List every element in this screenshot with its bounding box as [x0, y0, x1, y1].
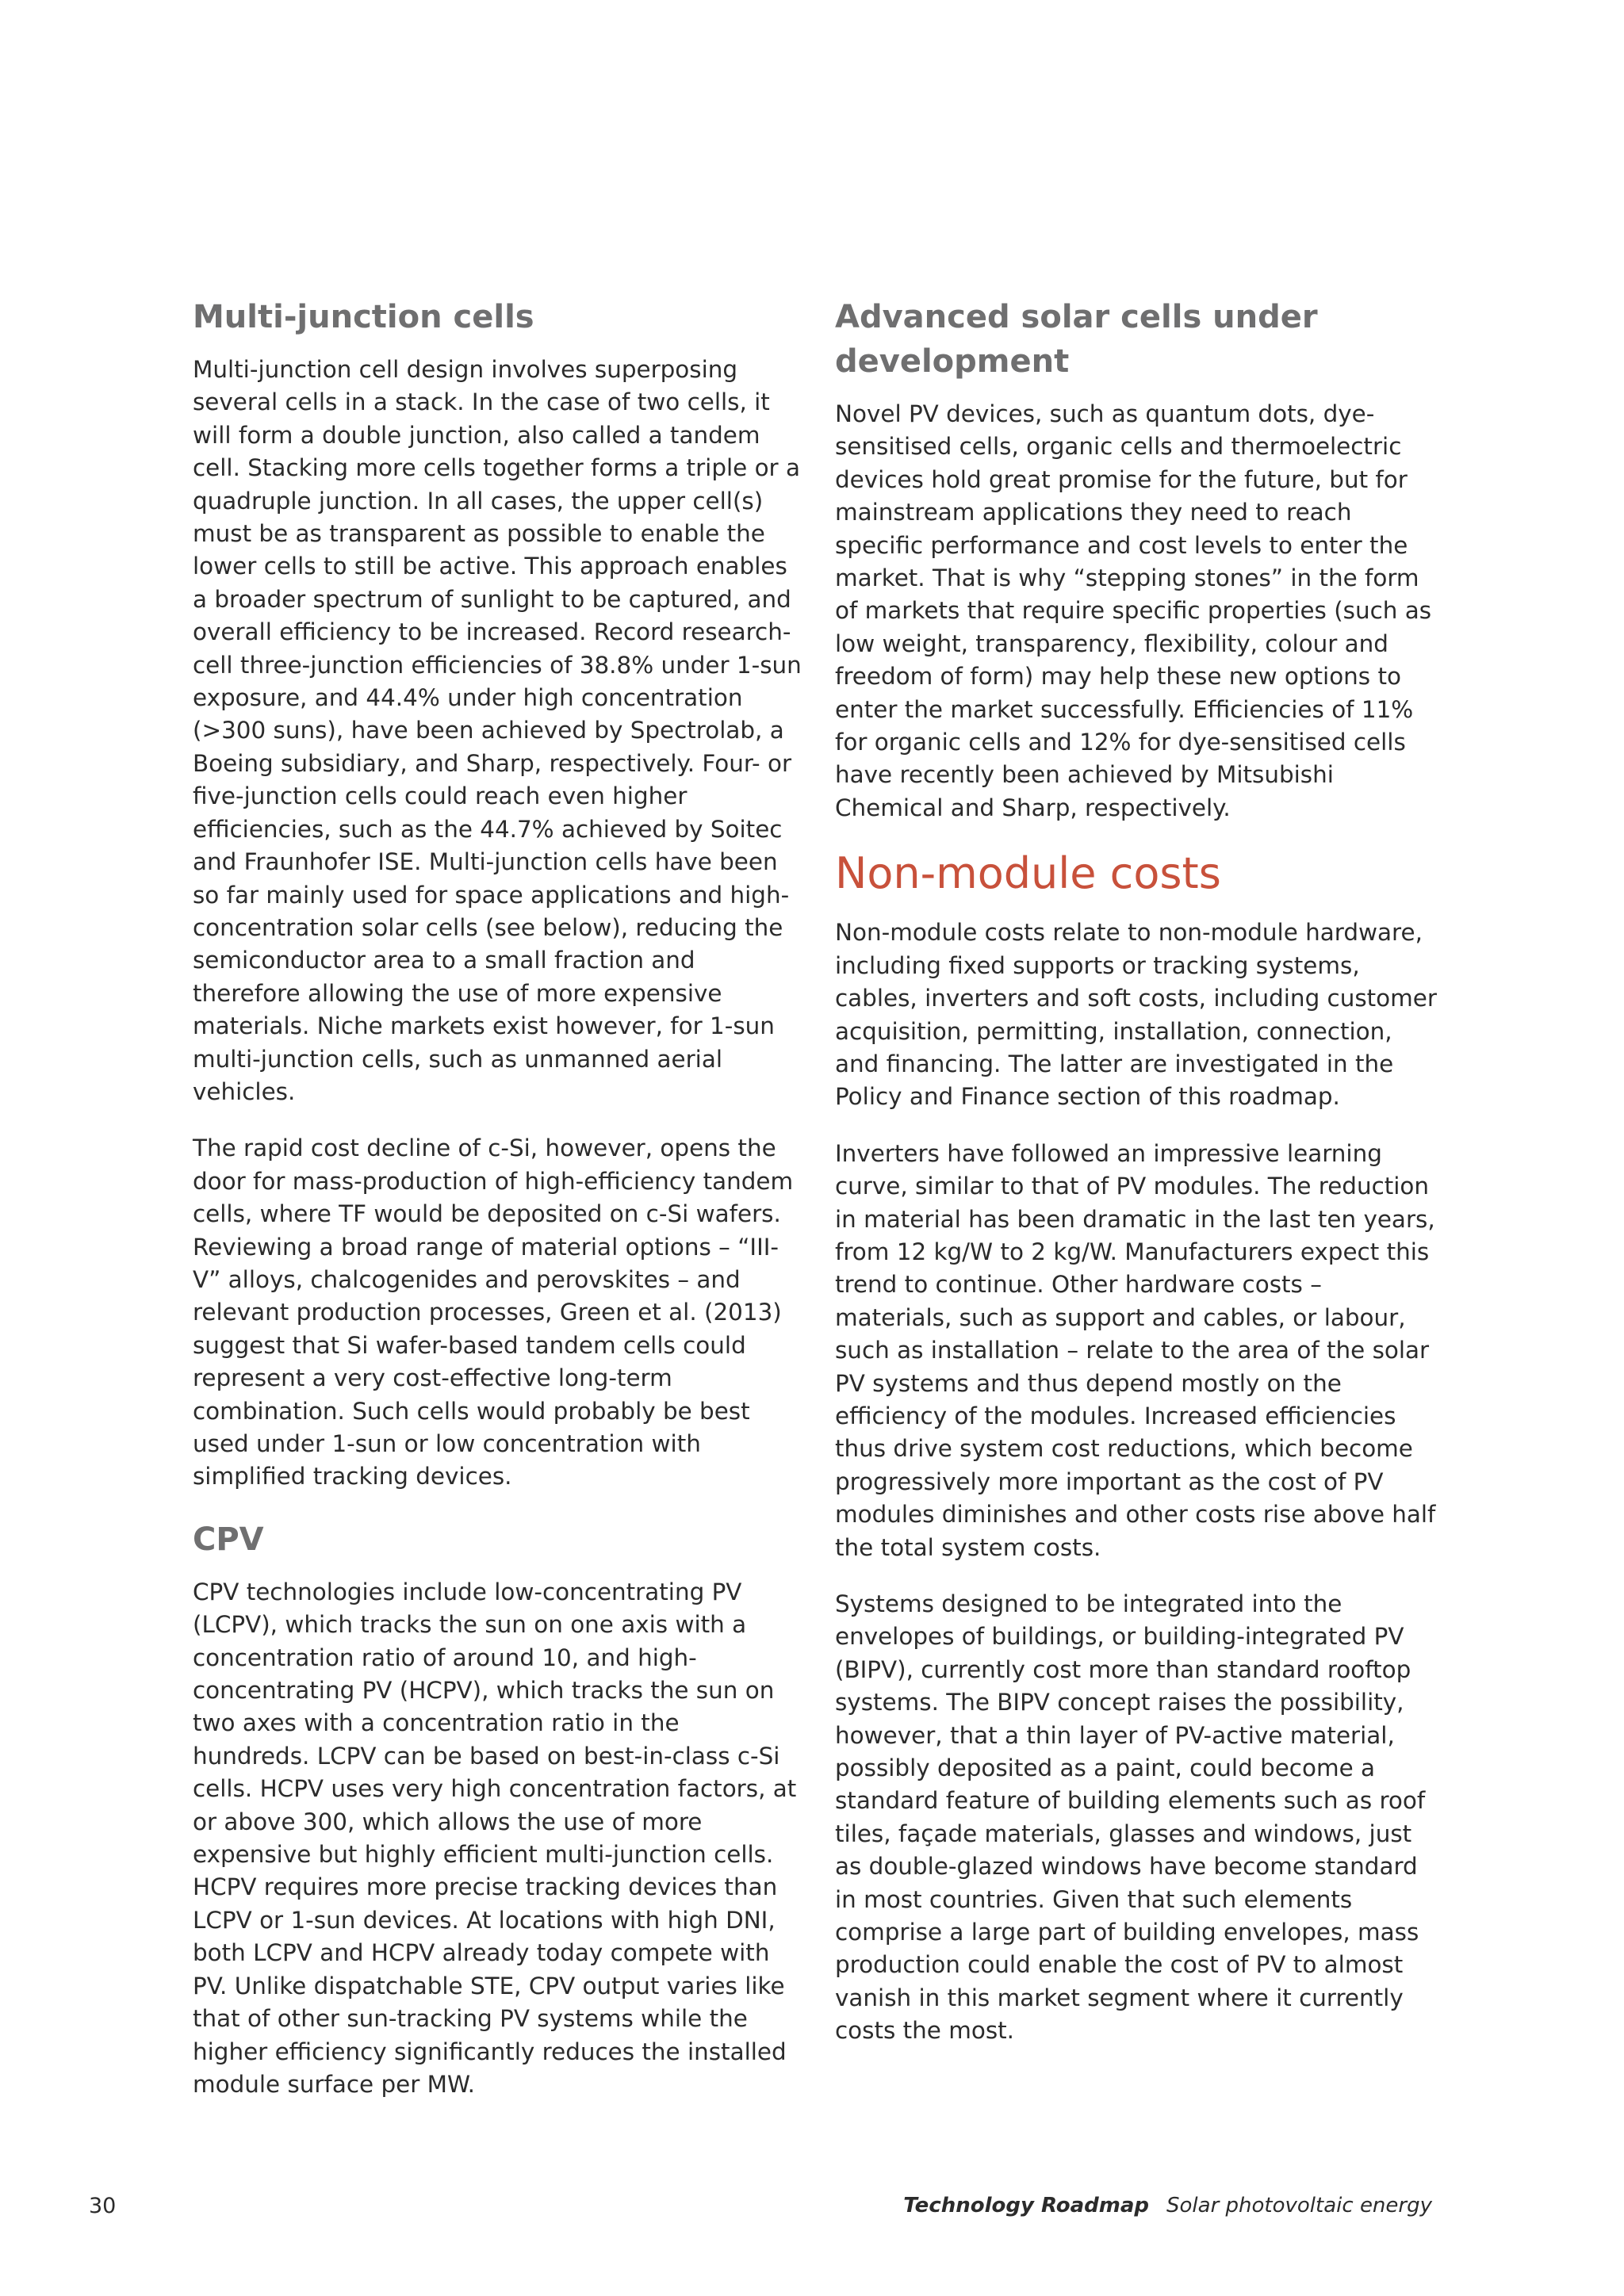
paragraph-cpv: CPV technologies include low-concentrating PV (LCPV), which tracks the sun on one axis with a concentration ratio of around 10, and high-concentrating PV (HCPV), which tracks the sun on two axes with a concentration ratio in the hundreds. LCPV can be based on best-in-class c-Si cells. HCPV uses very high concentration factors, at or above 300, which allows the use of more expensive but highly efficient multi-junction cells. HCPV requires more precise tracking devices than LCPV or 1-sun devices. At locations with high DNI, both LCPV and HCPV already today compete with PV. Unlike dispatchable STE, CPV output varies like that of other sun-tracking PV systems while the higher efficiency significantly reduces the installed module surface per MW. — [193, 1578, 797, 2098]
heading-advanced-solar-cells: Advanced solar cells under development — [835, 299, 1318, 380]
left-column — [193, 295, 803, 2125]
paragraph-advanced: Novel PV devices, such as quantum dots, dye-sensitised cells, organic cells and thermoelectric devices hold great promise for the future, but for mainstream applications they need to reach specific performance and cost levels to enter the market. That is why “stepping stones” in the form of markets that require specific properties (such as low weight, transparency, flexibility, colour and freedom of form) may help these new options to enter the market successfully. Efficiencies of 11% for organic cells and 12% for dye-sensitised cells have recently been achieved by Mitsubishi Chemical and Sharp, respectively. — [835, 400, 1432, 821]
paragraph-tandem: The rapid cost decline of c-Si, however, opens the door for mass-production of high-efficiency tandem cells, where TF would be deposited on c-Si wafers. Reviewing a broad range of material options – “III-V” alloys, chalcogenides and perovskites – and relevant production processes, Green et al. (2013) suggest that Si wafer-based tandem cells could represent a very cost-effective long-term combination. Such cells would probably be best used under 1-sun or low concentration with simplified tracking devices. — [193, 1135, 794, 1490]
paragraph-bipv: Systems designed to be integrated into the envelopes of buildings, or building-integrated PV (BIPV), currently cost more than standard rooftop systems. The BIPV concept raises the possibility, however, that a thin layer of PV-active material, possibly deposited as a paint, could become a standard feature of building elements such as roof tiles, façade materials, glasses and windows, just as double-glazed windows have become standard in most countries. Given that such elements comprise a large part of building envelopes, mass production could enable the cost of PV to almost vanish in this market segment where it currently costs the most. — [835, 1590, 1426, 2045]
footer-subtitle: Solar photovoltaic energy — [1166, 2194, 1432, 2218]
heading-non-module-costs: Non-module costs — [835, 848, 1221, 899]
paragraph-multi-junction: Multi-junction cell design involves superposing several cells in a stack. In the case of two cells, it will form a double junction, also called a tandem cell. Stacking more cells together forms a triple or a quadruple junction. In all cases, the upper cell(s) must be as transparent as possible to enable the lower cells to still be active. This approach enables a broader spectrum of sunlight to be captured, and overall efficiency to be increased. Record research-cell three-junction efficiencies of 38.8% under 1-sun exposure, and 44.4% under high concentration (>300 suns), have been achieved by Spectrolab, a Boeing subsidiary, and Sharp, respectively. Four- or five-junction cells could reach even higher efficiencies, such as the 44.7% achieved by Soitec and Fraunhofer ISE. Multi-junction cells have been so far mainly used for space applications and high-concentration solar cells (see below), reducing the semiconductor area to a small fraction and therefore allowing the use of more expensive materials. Niche markets exist however, for 1-sun multi-junction cells, such as unmanned aerial vehicles. — [193, 356, 802, 1105]
page-number: 30 — [89, 2194, 117, 2218]
paragraph-inverters: Inverters have followed an impressive learning curve, similar to that of PV modules. The reduction in material has been dramatic in the last ten years, from 12 kg/W to 2 kg/W. Manufacturers expect this trend to continue. Other hardware costs – materials, such as support and cables, or labour, such as installation – relate to the area of the solar PV systems and thus depend mostly on the efficiency of the modules. Increased efficiencies thus drive system cost reductions, which become progressively more important as the cost of PV modules diminishes and other costs rise above half the total system costs. — [835, 1139, 1436, 1561]
heading-cpv: CPV — [193, 1521, 264, 1558]
heading-multi-junction-cells: Multi-junction cells — [193, 299, 534, 335]
footer-title: Technology Roadmap — [903, 2194, 1149, 2218]
paragraph-non-module: Non-module costs relate to non-module hardware, including fixed supports or tracking systems, cables, inverters and soft costs, including customer acquisition, permitting, installation, connection, and financing. The latter are investigated in the Policy and Finance section of this roadmap. — [835, 919, 1437, 1111]
right-column — [835, 295, 1438, 2072]
running-footer — [903, 2194, 1432, 2218]
